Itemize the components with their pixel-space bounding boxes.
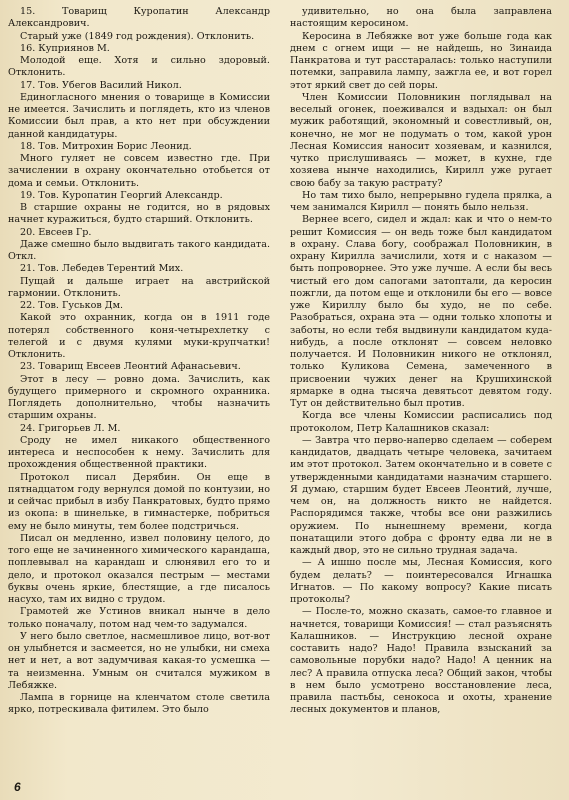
paragraph: 17. Тов. Убегов Василий Никол. <box>20 79 182 91</box>
paragraph: 24. Григорьев Л. М. <box>20 422 121 434</box>
paragraph: Член Комиссии Половникин поглядывал на веселый огонек, поеживался и вздыхал: он был мужик работящий, экономный и совестливый, он, конечно, не мог не подумать о том, какой урон Лесная Комиссия наносит хозяевам, и казнился, чутко прислушиваясь — может, в кухне, где хозяева нынче находились, Кирилл уже ругает свою бабу за такую растрату? <box>290 91 552 189</box>
paragraph: Много гуляет не совсем известно где. При зачислении в охрану окончательно отобьется от дома и семьи. Отклонить. <box>8 153 270 189</box>
paragraph: — После-то, можно сказать, самое-то главное и начнется, товарищи Комиссия! — стал разъяснять Калашников. — Инструкцию лесной охране составить надо? Надо! Правила взысканий за самовольные порубки надо? Надо! А ценник на лес? А правила отпуска леса? Общий закон, чтобы в нем было усмотрено восстановление леса, правила пастьбы, сенокоса и охоты, хранение лесных документов и планов, <box>290 606 552 716</box>
paragraph: Писал он медленно, извел половину целого, до того еще не зачиненного химического карандаша, поплевывал на карандаш и слюнявил его то и дело, и протокол оказался пестрым — местами буквы очень яркие, блестящие, а где писалось насухо, там их видно с трудом. <box>8 532 270 605</box>
paragraph: 20. Евсеев Гр. <box>20 226 92 238</box>
paragraph: Но там тихо было, непрерывно гудела прялка, а чем занимался Кирилл — понять было нельзя. <box>290 189 552 213</box>
paragraph: Единогласного мнения о товарище в Комиссии не имеется. Зачислить и поглядеть, кто из членов Комиссии был прав, а кто нет при обсуждении данной кандидатуры. <box>8 91 270 140</box>
paragraph: Керосина в Лебяжке вот уже больше года как днем с огнем ищи — не найдешь, но Зинаида Панкратова и тут расстаралась: только наступили потемки, заправила лампу, зажгла ее, и вот горел этот яркий свет до сей поры. <box>290 30 552 91</box>
paragraph: 18. Тов. Митрохин Борис Леонид. <box>20 140 192 152</box>
right-text-column <box>290 6 552 717</box>
paragraph: Молодой еще. Хотя и сильно здоровый. Отклонить. <box>8 55 270 79</box>
page-number: 6 <box>14 780 21 794</box>
paragraph: Пущай и дальше играет на австрийской гармонии. Отклонить. <box>8 275 270 299</box>
paragraph: Даже смешно было выдвигать такого кандидата. Откл. <box>8 238 270 262</box>
paragraph: В старшие охраны не годится, но в рядовых начнет куражиться, будто старший. Отклонить. <box>8 202 270 226</box>
paragraph: Сроду не имел никакого общественного интереса и неспособен к нему. Зачислить для прохождения общественной практики. <box>8 434 270 471</box>
paragraph: Когда все члены Комиссии расписались под протоколом, Петр Калашников сказал: <box>290 410 552 434</box>
paragraph: 23. Товарищ Евсеев Леонтий Афанасьевич. <box>20 361 241 373</box>
paragraph: — Завтра что перво-наперво сделаем — соберем кандидатов, двадцать четыре человека, зачитаем им этот протокол. Затем окончательно и в совете с утвержденными кандидатами назначим старшего. Я думаю, старшим будет Евсеев Леонтий, лучше, чем он, на должность никто не найдется. Распорядимся также, чтобы все они разжились оружием. По нынешнему времени, когда понатащили этого добра с фронту едва ли не в каждый двор, это не сильно трудная задача. <box>290 434 552 556</box>
paragraph: 16. Куприянов М. <box>20 42 110 54</box>
paragraph: Грамотей же Устинов вникал нынче в дело только поначалу, потом над чем-то задумался. <box>8 606 270 630</box>
paragraph: 22. Тов. Гуськов Дм. <box>20 300 124 311</box>
paragraph: Лампа в горнице на кленчатом столе светила ярко, потрескивала фитилем. Это было <box>8 692 270 716</box>
paragraph: Какой это охранник, когда он в 1911 годе потерял собственного коня-четырехлетку с телегой и с двумя кулями муки-крупчатки! Отклонить. <box>8 312 270 360</box>
paragraph: Протокол писал Дерябин. Он еще в пятнадцатом году вернулся домой по контузии, но и сейчас прибыл в избу Панкратовых, будто прямо из окопа: в шинельке, в гимнастерке, побриться ему не было минуты, тем более подстричься. <box>8 471 270 532</box>
paragraph: Вернее всего, сидел и ждал: как и что о нем-то решит Комиссия — он ведь тоже был кандидатом в охрану. Слава богу, соображал Половникин, в охрану Кирилла зачислили, хотя и с наказом — быть попроворнее. Это уже лучше. А если бы весь чистый его дом сапогами затоптали, да керосин пожгли, да потом еще и отклонили бы его — вовсе уже Кириллу было бы худо, не по себе. Разобраться, охрана эта — одни только хлопоты и заботы, но если тебя выдвинули кандидатом куда-нибудь, а после отклонят — совсем неловко получается. И Половникин никого не отклонял, только Куликова Семена, замеченного в присвоении чужих денег на Крушихинской ярмарке в одна тысяча девятьсот девятом году. Тут он действительно был против. <box>290 214 552 409</box>
paragraph: — А ишшо после мы, Лесная Комиссия, кого будем делать? — поинтересовался Игнашка Игнатов. — По какому вопросу? Какие писать протоколы? <box>290 557 552 605</box>
paragraph: Этот в лесу — ровно дома. Зачислить, как будущего примерного и скромного охранника. Поглядеть дополнительно, чтобы назначить старшим охраны. <box>8 373 270 422</box>
paragraph: 19. Тов. Куропатин Георгий Александр. <box>20 189 223 201</box>
paragraph: Старый уже (1849 год рождения). Отклонить. <box>20 30 255 42</box>
paragraph: 21. Тов. Лебедев Терентий Мих. <box>20 263 184 275</box>
paragraph: удивительно, но она была заправлена настоящим керосином. <box>290 6 552 30</box>
paragraph: 15. Товарищ Куропатин Александр Александрович. <box>8 6 270 30</box>
left-text-column <box>8 6 270 717</box>
paragraph: У него было светлое, насмешливое лицо, вот-вот он улыбнется и засмеется, но не улыбки, ни смеха нет и нет, а вот задумчивая какая-то усмешка — та неизменна. Умным он считался мужиком в Лебяжке. <box>8 630 270 691</box>
